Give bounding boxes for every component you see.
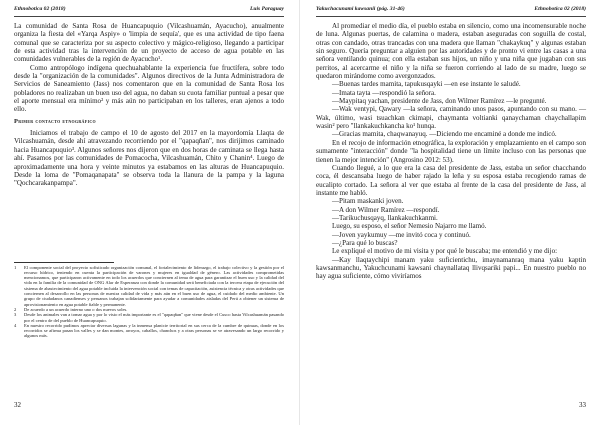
gutter-divider — [299, 0, 300, 425]
footnote-4 — [14, 323, 284, 339]
footnote-number: 1 — [14, 264, 17, 270]
footnote-1 — [14, 265, 284, 307]
left-body-text — [14, 22, 284, 188]
dialog-line: —Wak ventypi, Qawary —la señora, caminando unos pasos, apuntando con su mano. —Wak, último, wasi tsuachkan ckimapi, chaymanta voltianki qanaychaman chaychallapim wasin² pero "llankakuchkancha ko¹ hunqa. — [316, 105, 586, 131]
left-header-author: Luis Paraguay — [249, 6, 284, 12]
footnote-text: De acuerdo a un acuerdo interno uno o dos nuevos soles. — [24, 306, 128, 312]
left-paragraph-3: Iniciamos el trabajo de campo el 10 de agosto del 2017 en la mayordomía Llaqta de Vilcashuamán, desde ahí atravezando recorriendo por el "qapaqñan", nos dirijimos caminado hacia Huancapuquio³. Algunos señores nos dijeron que en dos horas de caminata se llega hasta ahí. Pasamos por las comunidades de Pomacocha, Vilcashuamán, Chito y Chanin⁴. Luego de aproximadamente una hora y veinte minutos ya estabamos en las alturas de Huancapuquio. Desde la loma de "Pomaqanapata" se observa toda la llanura de la pampa y la laguna "Qochcarakanpampa". — [14, 129, 284, 188]
footnote-number: 3 — [14, 312, 17, 318]
section-heading: Primer contacto etnográfico — [14, 117, 96, 125]
footnote-rule — [14, 262, 114, 263]
dialog-line: —Imata tayta —respondió la señora. — [332, 88, 436, 97]
dialog-line: —Gracias mamita, chaqwanayuq. —Diciendo me encaminé a donde me indicó. — [332, 130, 557, 139]
left-paragraph-1: La comunidad de Santa Rosa de Huancapuquio (Vilcashuamán, Ayacucho), anualmente organiza la fiesta del «Yarqa Aspiy» o 'limpia de sequía', que es una actividad de tipo faena comunal que se caracteriza por su aspecto colectivo y mágico-religioso, llegando a participar de esta actividad tras la intervención de un proyecto de acceso de agua potable en las comunidades vulnerables de la región de Ayacucho¹. — [14, 22, 284, 64]
dialog-line: Luego, su esposo, el señor Nemesio Najarro me llamó. — [332, 222, 487, 231]
right-running-head — [316, 6, 586, 17]
dialog-line: —A don Wilmer Ramírez —respondí. — [332, 205, 440, 214]
footnote-text: El componente social del proyecto sofisticado organización comunal, el fortalecimiento de liderazgo, el trabajo colectivo y la gestión por el recurso hídrico, teniendo en cuenta la participación de varones y mujeres en igualdad de género. Las actividades comprometidas mencionamos, que participaron activamente en todo los acuerdos que conciernen al tema de agua para garantizar el buen uso y la calidad del vida en la familia de la comunidad de ONG Alar de Esperanza con donde la comunidad será beneficiada con la tercera etapa de ejecución del sistema de abastecimiento del agua potable incluida la intervención social con temas de capacitación, asistencia técnica y otras actividades que conciernen al desarrollo en las personas de nuestra calidad de vida y más aún en el buen uso de agua, el cuidado del medio ambiente. Un grupo de ciudadanos canadienses y peruanos trabajan solidariamente para ayudar a comunidades aisladas del Perú a obtener un sistema de aprovisionamiento en agua potable fiable y permanente. — [24, 264, 284, 307]
footnote-3 — [14, 312, 284, 323]
dialog-line: —¿Para qué lo buscas? — [332, 238, 398, 247]
dialog-line: —Joven yaykumuy —me invitó coca y continuó. — [332, 230, 471, 239]
footnote-text: En nuestro recorrido pudimos apreciar diversas lagunas y la inmensa planicie territorial en sus cerca de la cumbre de quinuas, donde en los recorridos se afirma pasan los valles y se dan montes, arroyos, caballos, chanchos y a otras personas se ve atravesando un largo recorrido y algunos más. — [24, 322, 284, 339]
left-page — [14, 0, 284, 425]
right-body-text — [316, 22, 586, 281]
dialog-line: —Kay llaqtaychipi manam yaku suficientichu, imaynamanraq mana yaku kaptin kawsanmanchu, Yakuchcunami kawsani chaynallataq llivqsariki papi... En nuestro pueblo no hay agua suficiente, cómo viviríamos — [316, 255, 586, 281]
right-paragraph-1: Al promediar el medio día, el pueblo estaba en silencio, como una incomensurable noche de luna. Algunas puertas, de calamina o madera, estaban aseguradas con soguilla de costal, otras con candado, otras trancadas con una madera que llaman "chakaykuq" y algunas estaban sin seguro. Quería preguntar a alguien por las autoridades y de pronto vi entre las casas a una señora ventilando quinua; con ella estaban sus hijos, un niño y una niña que jugaban con sus perritos, al acercarme el niño y la niña se fueron corriendo al lado de su madre, luego se quedaron mirándome como avergonzados. — [316, 22, 586, 81]
right-paragraph-fieldwork: En el recojo de información etnográfica, la exploración y emplazamiento en el campo son sumamente "interacción" donde "la hospitalidad tiene un límite incluso con las personas que tienen la mejor intención" (Angrosino 2012: 53). — [316, 138, 586, 164]
dialog-line: —Maypitaq yachan, presidente de Jass, don Wilmer Ramírez —le pregunté. — [332, 97, 547, 106]
right-paragraph-arrival: Cuando llegué, a lo que era la casa del presidente de Jass, estaba un señor chacchando coca, él descansaba luego de haber rajado la leña y su esposa estaba recogiendo ramas de eucalipto cortado. La señora al ver que estaba al frente de la casa del presidente de Jass, al instante me habló. — [316, 163, 586, 197]
right-page-number: 33 — [579, 401, 586, 409]
right-page — [316, 0, 586, 425]
footnote-text: Desde los animales van a tomar agua y por lo visto el más importante es el "qapaqñan" que viene desde el Cusco hasta Vilcashuamán pasando por el centro de del pueblo de Huancapuquio. — [24, 312, 284, 323]
right-header-journal: Ethnobotica 02 (2018) — [534, 6, 586, 12]
dialog-line: —Tarikuchusqayq, llankakuchkanmi. — [332, 213, 438, 222]
footnote-number: 2 — [14, 306, 17, 312]
dialog-line: —Pitam maskanki joven. — [332, 197, 404, 206]
left-paragraph-2: Como antropólogo indígena quechuahablante la experiencia fue fructífera, sobre todo desde la "organización de la comunidades". Algunos directivos de la Junta Administradora de Servicios de Saneamiento (Jass) nos comentaron que en la comunidad de Santa Rosa los pobladores no realizaban un buen uso del agua, no daban su cuota familiar puntual a pesar que el aporte mensual era mínimo² y más aún no participaban en los talleres, eran ajenos a todo ello. — [14, 63, 284, 114]
dialog-line: —Buenas tardes mamita, tapukusqayki —en ese instante le saludé. — [332, 80, 521, 89]
left-running-head — [14, 6, 284, 17]
footnote-number: 4 — [14, 322, 17, 328]
left-page-number: 32 — [14, 401, 21, 409]
left-footnotes — [14, 262, 284, 339]
right-paragraph-explanation: Le expliqué el motivo de mi visita y por qué le buscaba; me entendió y me dijo: — [332, 247, 558, 256]
right-header-article: Yakuchacunami kawsanii (pág. 31-46) — [316, 6, 405, 12]
left-header-journal: Ethnobotica 02 (2018) — [14, 6, 66, 12]
